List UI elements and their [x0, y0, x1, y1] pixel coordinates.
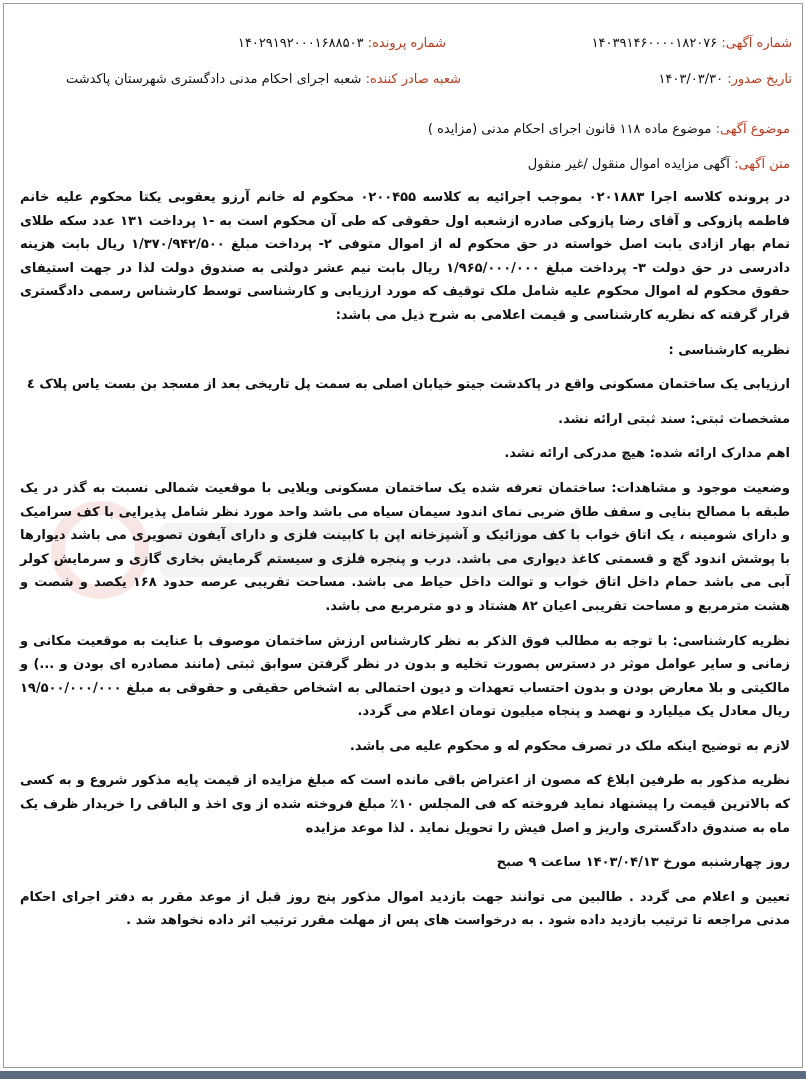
case-number-value: ۱۴۰۲۹۱۹۲۰۰۰۱۶۸۸۵۰۳	[237, 36, 364, 51]
paragraph-possession: لازم به توضیح اینکه ملک در تصرف محکوم له و محکوم علیه می باشد.	[349, 738, 790, 754]
ad-body	[20, 186, 790, 944]
subject-value: موضوع ماده ۱۱۸ قانون اجرای احکام مدنی (مزایده )	[427, 122, 712, 137]
subject-label: موضوع آگهی:	[715, 122, 790, 137]
paragraph-intro: در پرونده کلاسه اجرا ۰۲۰۱۸۸۳ بموجب اجرائیه به کلاسه ۰۲۰۰۴۵۵ محکوم له خانم آرزو یعقوبی یکتا محکوم علیه خانم فاطمه پازوکی و آقای رضا پازوکی صادره ازشعبه اول حقوقی که طی آن محکوم است به -۱ پرداخت ۱۳۱ عدد سکه طلای تمام بهار ازادی بابت اصل خواسته در حق محکوم له از اموال متوفی ۲- پرداخت مبلغ ۱/۳۷۰/۹۴۲/۵۰۰ ریال بابت هزینه دادرسی در حق دولت ۳- پرداخت مبلغ ۱/۹۶۵/۰۰۰/۰۰۰ ریال بابت نیم عشر دولتی به صندوق دولت لذا در جهت استیفای حقوق محکوم له اموال محکوم علیه شامل ملک توقیف که مورد ارزیابی و کارشناسی توسط کارشناس رسمی دادگستری قرار گرفته که نظریه کارشناسی و قیمت اعلامی به شرح ذیل می باشد:	[20, 190, 791, 323]
paragraph-auction-terms: نظریه مذکور به طرفین ابلاغ که مصون از اعتراض باقی مانده است که مبلغ مزایده از قیمت پایه مذکور شروع و به کسی که بالاترین قیمت را پیشنهاد نماید فروخته که فی المجلس ۱۰٪ مبلغ فروخته شده از وی اخذ و الباقی را خریدار ظرف یک ماه به صندوق دادگستری واریز و اصل فیش را تحویل نماید . لذا موعد مزایده	[20, 773, 791, 836]
bottom-bar	[0, 1071, 806, 1079]
paragraph-visit: تعیین و اعلام می گردد . طالبین می توانند جهت بازدید اموال مذکور پنج روز قبل از موعد مقرر به دفتر اجرای احکام مدنی مراجعه تا ترتیب بازدید داده شود . به درخواست های پس از مهلت مقرر ترتیب اثر داده نخواهد شد .	[20, 889, 790, 929]
ad-number-label: شماره آگهی:	[721, 36, 792, 51]
issue-date-label: تاریخ صدور:	[727, 72, 792, 87]
paragraph-registration: مشخصات ثبتی: سند ثبتی ارائه نشد.	[558, 411, 790, 427]
paragraph-condition: وضعیت موجود و مشاهدات: ساختمان تعرفه شده یک ساختمان مسکونی ویلایی با موقعیت شمالی نسبت به گذر در یک طبقه با مصالح بنایی و سقف طاق ضربی نمای اندود سیمان سیاه می باشد واحد مورد نظر شامل پذیرایی با کف سرامیک و دارای شومینه ، یک اتاق خواب با کف موزائیک و آشپزخانه اپن با کابینت فلزی و دارای آیفون تصویری می باشد دیوارها با پوشش اندود گچ و قسمتی کاغذ دیواری می باشد. درب و پنجره فلزی و سیستم گرمایش بخاری گازی و سرمایش کولر آبی می باشد حمام داخل اتاق خواب و توالت داخل حیاط می باشد. مساحت تقریبی عرصه حدود ۱۶۸ یکصد و شصت و هشت مترمربع و مساحت تقریبی اعیان ۸۲ هشتاد و دو مترمربع می باشد.	[20, 480, 790, 614]
paragraph-auction-date: روز چهارشنبه مورخ ۱۴۰۳/۰۴/۱۳ ساعت ۹ صبح	[496, 855, 790, 871]
ad-text-value: آگهی مزایده اموال منقول /غیر منقول	[527, 157, 730, 172]
paragraph-expert-heading: نظریه کارشناسی :	[668, 342, 790, 358]
paragraph-expert-opinion: نظریه کارشناسی: با توجه به مطالب فوق الذکر به نظر کارشناس ارزش ساختمان موصوف با عنایت به موقعیت مکانی و زمانی و سایر عوامل موثر در دسترس بصورت تخلیه و بدون در نظر گرفتن سوابق ثبتی (مانند مصادره ای بودن و ...) و مالکیتی و بلا معارض بودن و بدون احتساب تعهدات و دیون احتمالی به اشخاص حقیقی و حقوقی به مبلغ ۱۹/۵۰۰/۰۰۰/۰۰۰ ریال معادل یک میلیارد و نهصد و پنجاه میلیون تومان اعلام می گردد.	[20, 633, 790, 720]
paragraph-appraisal: ارزیابی یک ساختمان مسکونی واقع در پاکدشت جیتو خیابان اصلی به سمت پل تاریخی بعد از مسجد بن بست یاس پلاک ٤	[26, 377, 790, 393]
issue-date	[658, 72, 792, 87]
issuer-label: شعبه صادر کننده:	[365, 72, 461, 87]
case-number-label: شماره پرونده:	[367, 36, 446, 51]
case-number	[238, 36, 446, 51]
issuer-value: شعبه اجرای احکام مدنی دادگستری شهرستان پاکدشت	[66, 72, 362, 87]
issuer	[66, 72, 461, 87]
issue-date-value: ۱۴۰۳/۰۳/۳۰	[658, 72, 724, 87]
subject	[428, 122, 790, 137]
paragraph-documents: اهم مدارک ارائه شده: هیچ مدرکی ارائه نشد.	[504, 446, 790, 462]
ad-number	[592, 36, 792, 51]
ad-number-value: ۱۴۰۳۹۱۴۶۰۰۰۰۱۸۲۰۷۶	[591, 36, 718, 51]
ad-text	[528, 157, 790, 172]
ad-text-label: متن آگهی:	[734, 157, 790, 172]
